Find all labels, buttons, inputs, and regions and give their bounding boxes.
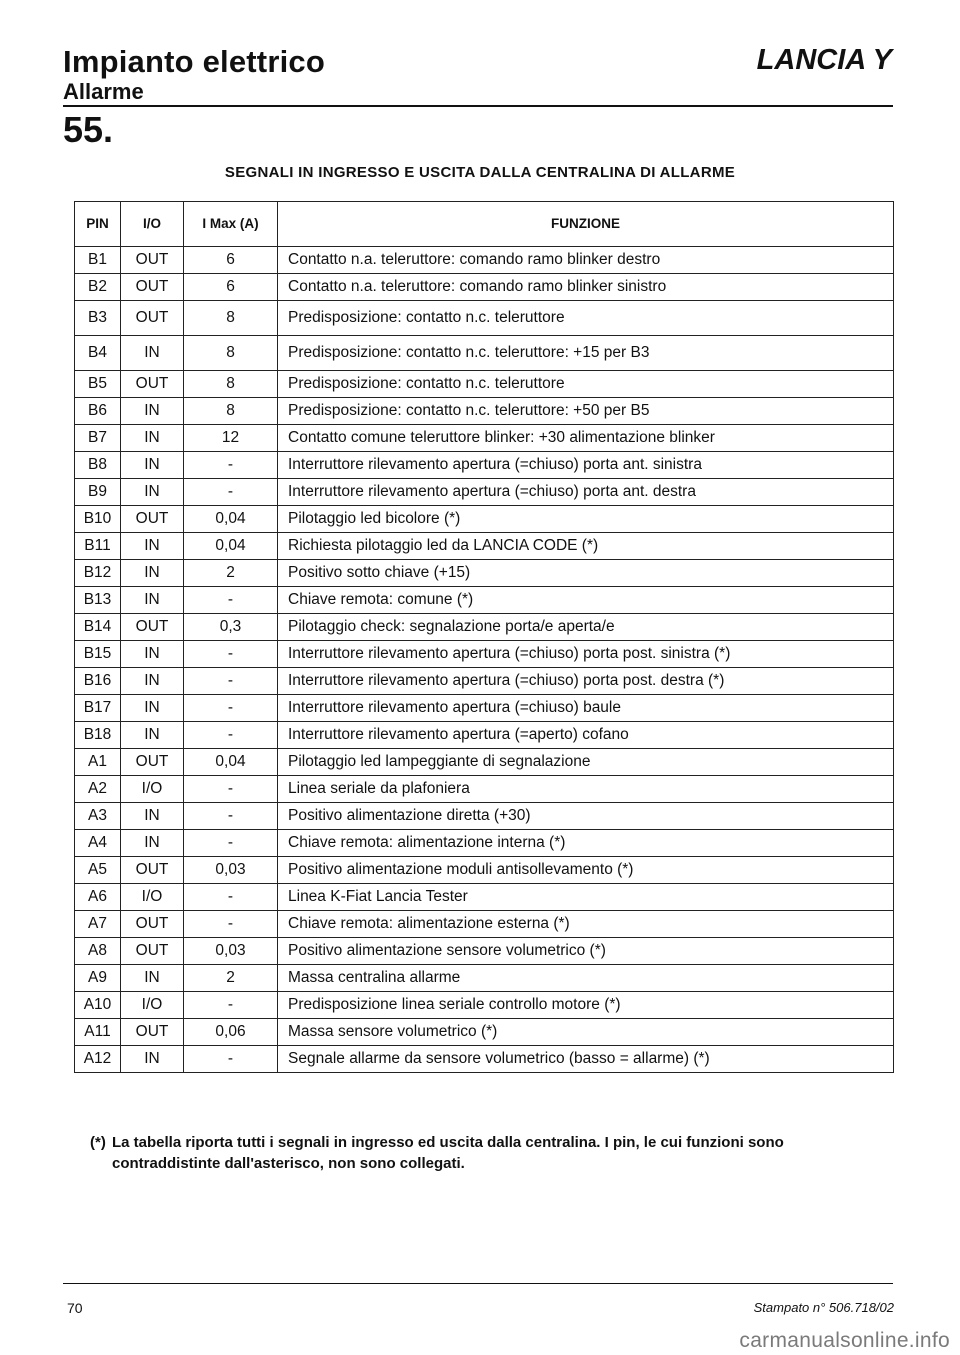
brand-label: LANCIA Y (756, 44, 892, 76)
footnote-mark: (*) (90, 1134, 106, 1151)
cell-imax: - (184, 587, 278, 614)
cell-pin: B11 (75, 533, 121, 560)
table-row (75, 425, 894, 452)
cell-function: Pilotaggio check: segnalazione porta/e aperta/e (278, 614, 894, 641)
cell-imax: 0,06 (184, 1019, 278, 1046)
cell-pin: B17 (75, 695, 121, 722)
cell-io: IN (121, 1046, 184, 1073)
cell-io: IN (121, 722, 184, 749)
table-row (75, 857, 894, 884)
table-row (75, 614, 894, 641)
table-row (75, 884, 894, 911)
cell-pin: A4 (75, 830, 121, 857)
cell-pin: A10 (75, 992, 121, 1019)
cell-function: Predisposizione: contatto n.c. teleruttore (278, 301, 894, 336)
table-row (75, 641, 894, 668)
column-header-imax: I Max (A) (184, 202, 278, 247)
cell-io: IN (121, 533, 184, 560)
cell-io: I/O (121, 992, 184, 1019)
cell-io: IN (121, 587, 184, 614)
cell-function: Positivo alimentazione sensore volumetrico (*) (278, 938, 894, 965)
column-header-io: I/O (121, 202, 184, 247)
cell-imax: 0,03 (184, 857, 278, 884)
cell-function: Chiave remota: comune (*) (278, 587, 894, 614)
cell-function: Interruttore rilevamento apertura (=chiuso) porta post. sinistra (*) (278, 641, 894, 668)
cell-function: Contatto comune teleruttore blinker: +30 alimentazione blinker (278, 425, 894, 452)
cell-io: OUT (121, 1019, 184, 1046)
cell-function: Massa centralina allarme (278, 965, 894, 992)
cell-function: Pilotaggio led lampeggiante di segnalazione (278, 749, 894, 776)
table-row (75, 776, 894, 803)
cell-io: OUT (121, 938, 184, 965)
cell-io: OUT (121, 506, 184, 533)
cell-io: IN (121, 965, 184, 992)
cell-pin: B12 (75, 560, 121, 587)
cell-io: IN (121, 398, 184, 425)
cell-pin: B2 (75, 274, 121, 301)
cell-io: OUT (121, 857, 184, 884)
cell-imax: - (184, 776, 278, 803)
cell-imax: 8 (184, 336, 278, 371)
cell-imax: - (184, 641, 278, 668)
cell-pin: B6 (75, 398, 121, 425)
cell-imax: 2 (184, 965, 278, 992)
cell-function: Predisposizione: contatto n.c. teleruttore: +50 per B5 (278, 398, 894, 425)
cell-function: Richiesta pilotaggio led da LANCIA CODE (*) (278, 533, 894, 560)
page-number: 70 (67, 1300, 83, 1316)
cell-imax: 8 (184, 371, 278, 398)
cell-imax: 0,04 (184, 506, 278, 533)
cell-imax: - (184, 452, 278, 479)
cell-io: IN (121, 830, 184, 857)
cell-pin: B7 (75, 425, 121, 452)
cell-function: Interruttore rilevamento apertura (=chiuso) baule (278, 695, 894, 722)
cell-pin: B5 (75, 371, 121, 398)
table-row (75, 749, 894, 776)
table-row (75, 722, 894, 749)
table-row (75, 965, 894, 992)
cell-io: IN (121, 695, 184, 722)
cell-io: IN (121, 425, 184, 452)
table-row (75, 336, 894, 371)
cell-io: IN (121, 336, 184, 371)
cell-function: Predisposizione: contatto n.c. teleruttore: +15 per B3 (278, 336, 894, 371)
cell-imax: 0,04 (184, 749, 278, 776)
cell-io: OUT (121, 301, 184, 336)
cell-function: Massa sensore volumetrico (*) (278, 1019, 894, 1046)
cell-pin: A6 (75, 884, 121, 911)
cell-pin: B9 (75, 479, 121, 506)
cell-imax: - (184, 668, 278, 695)
cell-pin: A9 (75, 965, 121, 992)
cell-function: Positivo sotto chiave (+15) (278, 560, 894, 587)
column-header-function: FUNZIONE (278, 202, 894, 247)
table-row (75, 506, 894, 533)
cell-io: I/O (121, 884, 184, 911)
cell-function: Chiave remota: alimentazione esterna (*) (278, 911, 894, 938)
cell-imax: 0,3 (184, 614, 278, 641)
table-row (75, 1046, 894, 1073)
section-number: 55. (63, 109, 114, 150)
cell-io: IN (121, 803, 184, 830)
table-row (75, 1019, 894, 1046)
page-title: Impianto elettrico (63, 44, 325, 79)
cell-function: Pilotaggio led bicolore (*) (278, 506, 894, 533)
cell-pin: B16 (75, 668, 121, 695)
cell-pin: A8 (75, 938, 121, 965)
footnote-line-2: contraddistinte dall'asterisco, non sono collegati. (112, 1155, 465, 1172)
cell-function: Linea K-Fiat Lancia Tester (278, 884, 894, 911)
cell-pin: B10 (75, 506, 121, 533)
cell-function: Interruttore rilevamento apertura (=aperto) cofano (278, 722, 894, 749)
table-row (75, 587, 894, 614)
table-row (75, 560, 894, 587)
footnote-line-1: La tabella riporta tutti i segnali in ingresso ed uscita dalla centralina. I pin, le cui funzioni sono (112, 1134, 784, 1151)
cell-imax: 2 (184, 560, 278, 587)
table-row (75, 301, 894, 336)
cell-imax: 12 (184, 425, 278, 452)
table-row (75, 830, 894, 857)
watermark: carmanualsonline.info (739, 1329, 950, 1352)
cell-imax: - (184, 830, 278, 857)
cell-io: IN (121, 560, 184, 587)
cell-pin: B8 (75, 452, 121, 479)
cell-io: IN (121, 452, 184, 479)
cell-io: IN (121, 641, 184, 668)
pin-table (74, 201, 894, 1073)
cell-imax: 8 (184, 301, 278, 336)
table-row (75, 371, 894, 398)
cell-io: IN (121, 479, 184, 506)
cell-pin: B15 (75, 641, 121, 668)
cell-imax: - (184, 479, 278, 506)
table-title: SEGNALI IN INGRESSO E USCITA DALLA CENTRALINA DI ALLARME (224, 164, 736, 181)
cell-imax: - (184, 695, 278, 722)
cell-imax: 0,04 (184, 533, 278, 560)
table-row (75, 479, 894, 506)
cell-function: Segnale allarme da sensore volumetrico (basso = allarme) (*) (278, 1046, 894, 1073)
header-rule (63, 105, 893, 107)
cell-function: Predisposizione: contatto n.c. teleruttore (278, 371, 894, 398)
cell-io: OUT (121, 749, 184, 776)
cell-pin: A1 (75, 749, 121, 776)
cell-function: Interruttore rilevamento apertura (=chiuso) porta post. destra (*) (278, 668, 894, 695)
table-row (75, 398, 894, 425)
cell-io: OUT (121, 274, 184, 301)
page-subtitle: Allarme (63, 79, 144, 104)
table-row (75, 803, 894, 830)
cell-io: IN (121, 668, 184, 695)
cell-io: OUT (121, 911, 184, 938)
cell-imax: 6 (184, 274, 278, 301)
cell-io: I/O (121, 776, 184, 803)
table-row (75, 992, 894, 1019)
table-header-row (75, 202, 894, 247)
table-row (75, 533, 894, 560)
cell-pin: B4 (75, 336, 121, 371)
cell-pin: A3 (75, 803, 121, 830)
cell-pin: A7 (75, 911, 121, 938)
cell-imax: 6 (184, 247, 278, 274)
cell-pin: A5 (75, 857, 121, 884)
table-body (75, 247, 894, 1073)
footnote (90, 1132, 900, 1174)
footer-rule (63, 1283, 893, 1284)
cell-pin: A11 (75, 1019, 121, 1046)
cell-io: OUT (121, 371, 184, 398)
table-row (75, 247, 894, 274)
cell-imax: 8 (184, 398, 278, 425)
cell-pin: B13 (75, 587, 121, 614)
cell-function: Positivo alimentazione diretta (+30) (278, 803, 894, 830)
table-row (75, 695, 894, 722)
column-header-pin: PIN (75, 202, 121, 247)
cell-imax: - (184, 911, 278, 938)
cell-imax: - (184, 722, 278, 749)
cell-imax: 0,03 (184, 938, 278, 965)
cell-imax: - (184, 1046, 278, 1073)
cell-pin: B1 (75, 247, 121, 274)
cell-function: Positivo alimentazione moduli antisollevamento (*) (278, 857, 894, 884)
table-row (75, 274, 894, 301)
print-reference: Stampato n° 506.718/02 (753, 1300, 894, 1315)
cell-io: OUT (121, 614, 184, 641)
table-row (75, 911, 894, 938)
cell-pin: A12 (75, 1046, 121, 1073)
cell-imax: - (184, 884, 278, 911)
cell-function: Interruttore rilevamento apertura (=chiuso) porta ant. destra (278, 479, 894, 506)
cell-imax: - (184, 992, 278, 1019)
cell-function: Contatto n.a. teleruttore: comando ramo blinker sinistro (278, 274, 894, 301)
cell-io: OUT (121, 247, 184, 274)
cell-pin: A2 (75, 776, 121, 803)
cell-pin: B14 (75, 614, 121, 641)
cell-imax: - (184, 803, 278, 830)
table-row (75, 452, 894, 479)
table-row (75, 938, 894, 965)
cell-function: Predisposizione linea seriale controllo motore (*) (278, 992, 894, 1019)
cell-pin: B3 (75, 301, 121, 336)
cell-pin: B18 (75, 722, 121, 749)
cell-function: Interruttore rilevamento apertura (=chiuso) porta ant. sinistra (278, 452, 894, 479)
cell-function: Chiave remota: alimentazione interna (*) (278, 830, 894, 857)
table-row (75, 668, 894, 695)
cell-function: Linea seriale da plafoniera (278, 776, 894, 803)
cell-function: Contatto n.a. teleruttore: comando ramo blinker destro (278, 247, 894, 274)
